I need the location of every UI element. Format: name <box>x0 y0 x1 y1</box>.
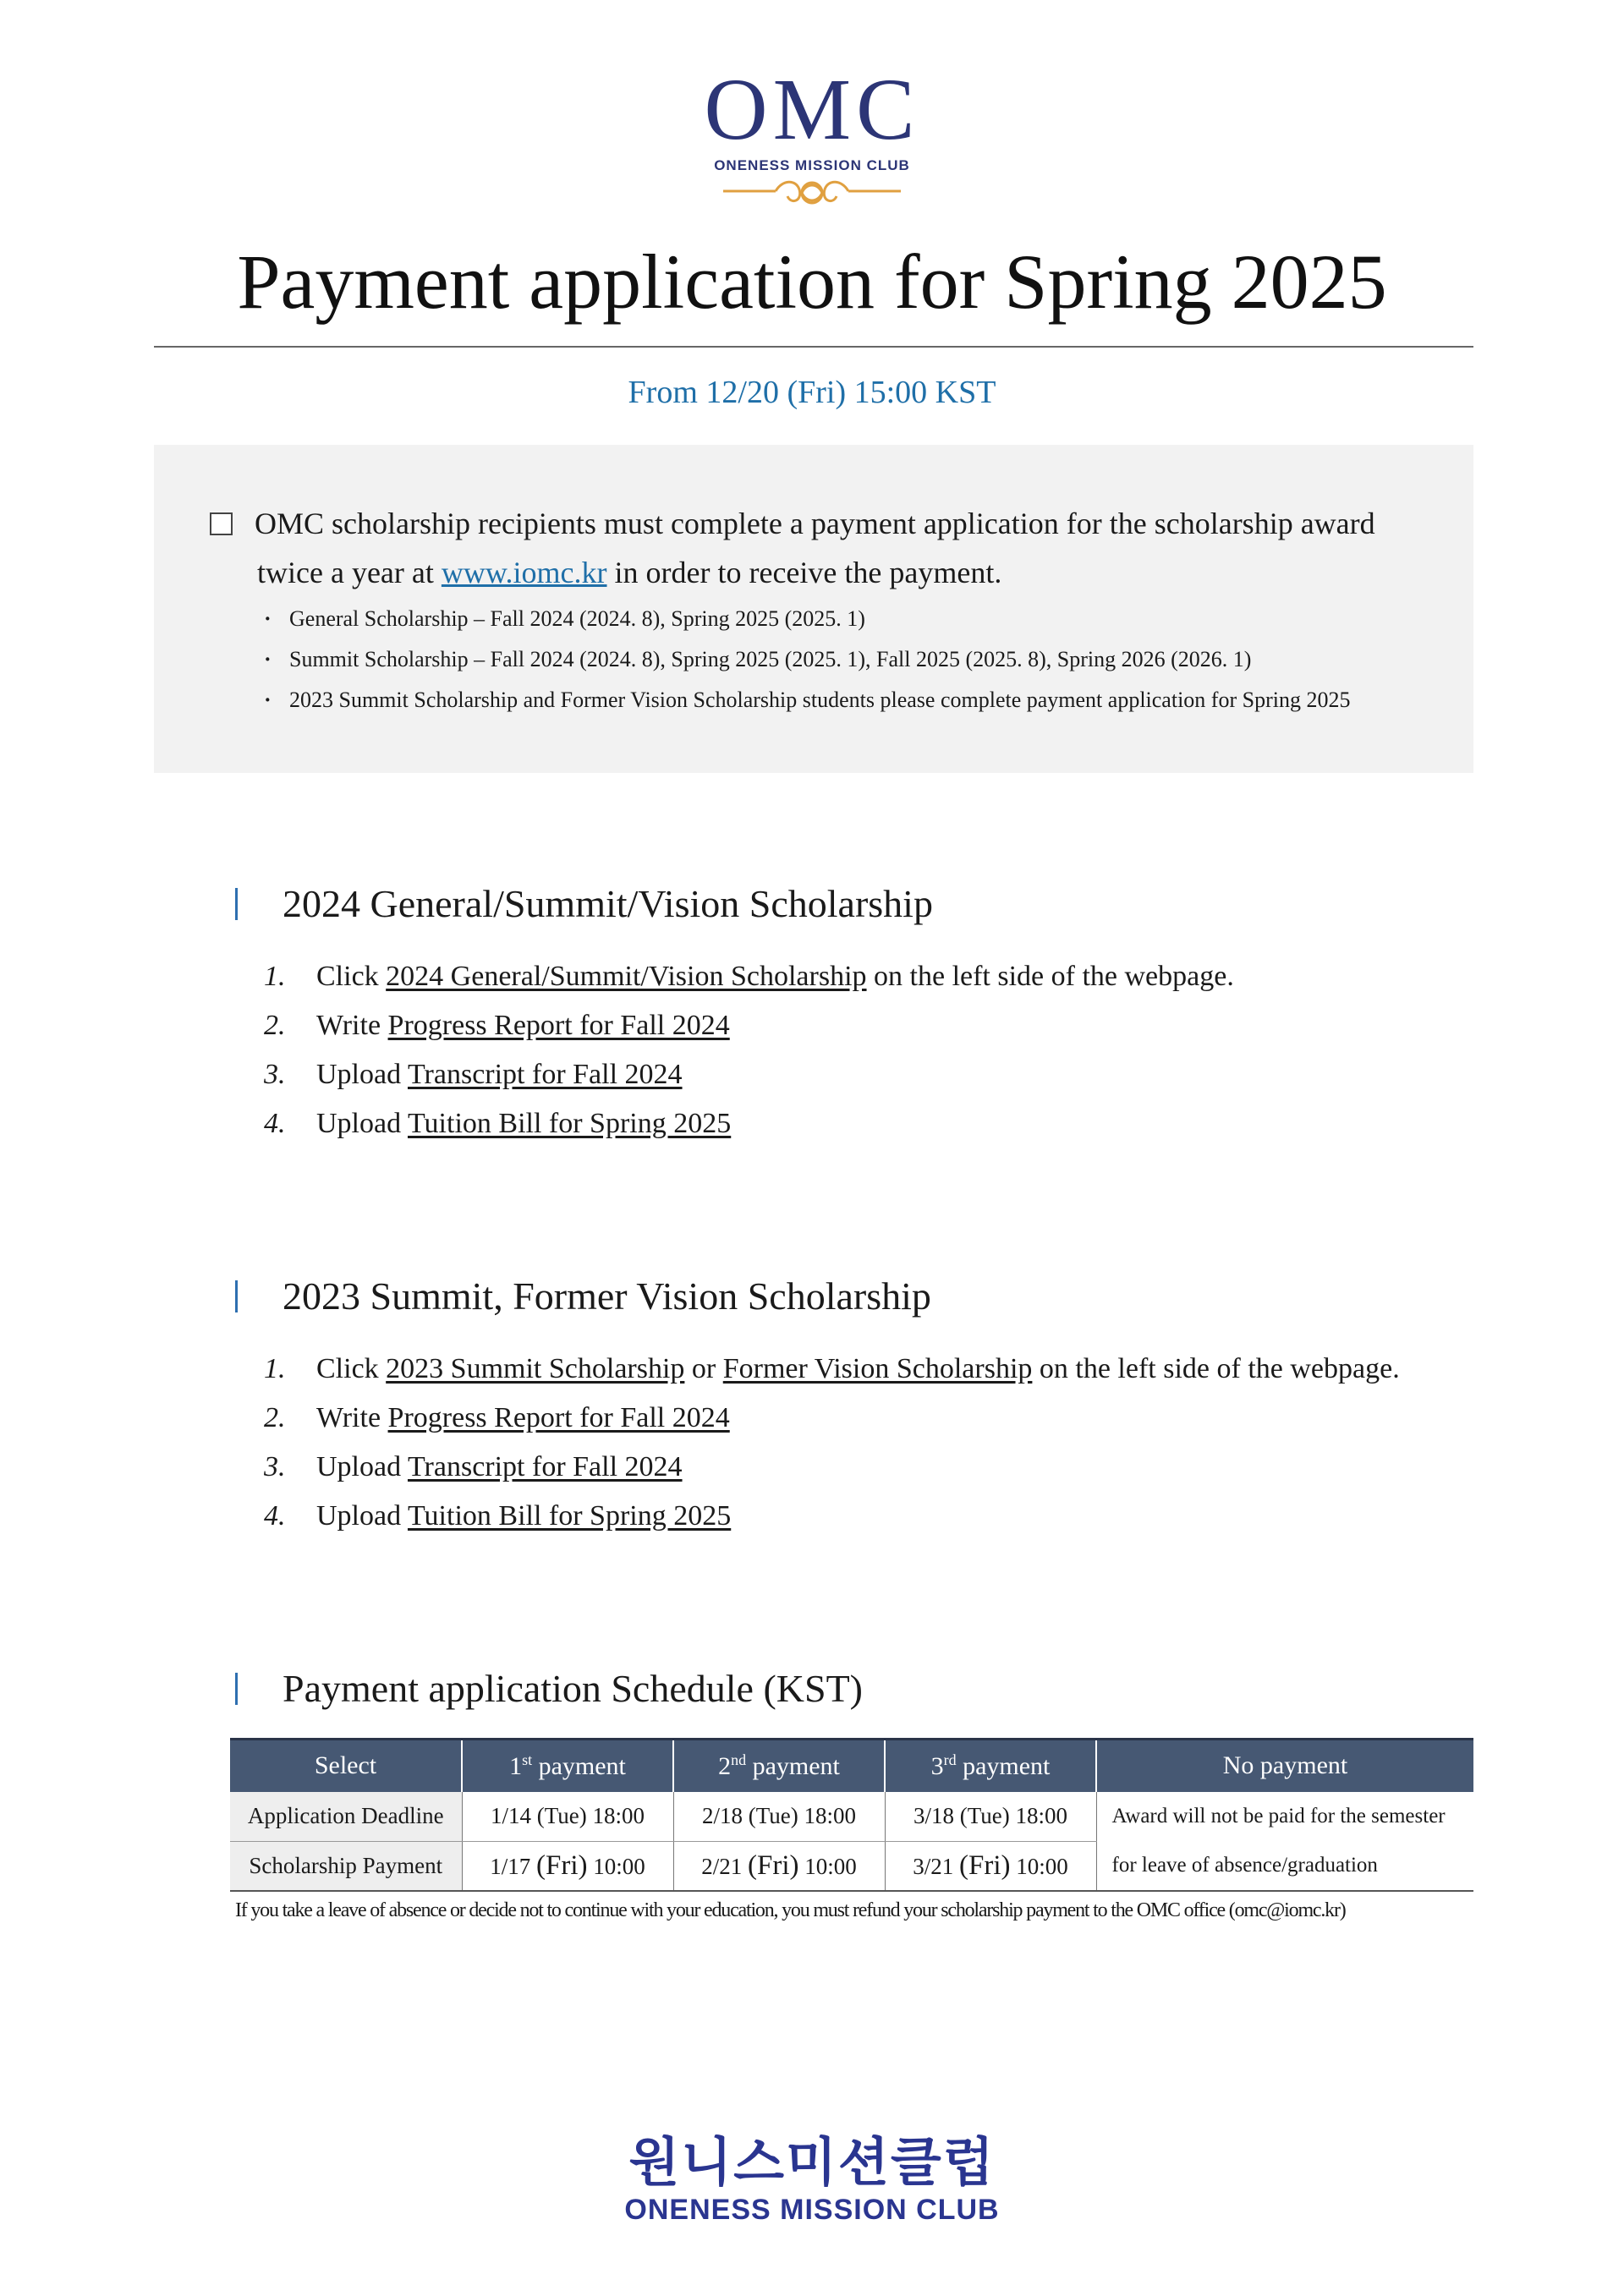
notice-bullets <box>264 599 1350 721</box>
logo-mark: OMC <box>704 61 920 158</box>
header-word: payment <box>538 1751 626 1780</box>
payment-day: (Fri) <box>536 1849 588 1881</box>
step-item <box>264 1050 1234 1099</box>
table-row-deadline <box>230 1792 1473 1842</box>
step-verb: Upload <box>316 1451 402 1482</box>
step-number: 2. <box>264 1010 286 1041</box>
step-verb: Upload <box>316 1108 402 1139</box>
payment-time: 10:00 <box>593 1853 645 1879</box>
logo-subtitle: ONENESS MISSION CLUB <box>714 157 910 173</box>
cell-payment-3 <box>885 1841 1096 1891</box>
cell-no-payment <box>1096 1792 1473 1891</box>
page-title: Payment application for Spring 2025 <box>237 238 1387 325</box>
steps-2024 <box>264 952 1234 1148</box>
step-link[interactable]: 2024 General/Summit/Vision Scholarship <box>386 961 867 992</box>
checkbox-icon <box>210 512 233 535</box>
notice-line-1 <box>210 499 1445 548</box>
step-verb: Upload <box>316 1500 402 1532</box>
table-header-row <box>230 1740 1473 1792</box>
step-link[interactable]: Tuition Bill for Spring 2025 <box>407 1500 732 1532</box>
notice-line-2-before: twice a year at <box>257 556 434 589</box>
bullet-item: · Summit Scholarship – Fall 2024 (2024. 8), Spring 2025 (2025. 1), Fall 2025 (2025. 8), Spring 2026 (2026. 1) <box>264 639 1350 680</box>
step-item <box>264 1492 1400 1541</box>
header-num: 1 <box>509 1751 523 1780</box>
step-number: 4. <box>264 1108 286 1139</box>
step-link[interactable]: Transcript for Fall 2024 <box>407 1059 683 1090</box>
payment-day: (Fri) <box>748 1849 799 1881</box>
step-link[interactable]: Progress Report for Fall 2024 <box>387 1402 730 1433</box>
payment-date: 3/21 <box>913 1853 954 1879</box>
step-item <box>264 1345 1400 1394</box>
payment-time: 10:00 <box>1016 1853 1068 1879</box>
schedule-table <box>230 1738 1473 1892</box>
website-link[interactable]: www.iomc.kr <box>441 556 607 589</box>
header-no-payment: No payment <box>1096 1740 1473 1792</box>
payment-time: 10:00 <box>804 1853 857 1879</box>
notice-line-1-text: OMC scholarship recipients must complete a payment application for the scholarship award <box>255 507 1375 540</box>
refund-footnote: If you take a leave of absence or decide not to continue with your education, you must refund your scholarship payment to the OMC office (omc@iomc.kr) <box>235 1899 1346 1921</box>
step-after: on the left side of the webpage. <box>1039 1353 1400 1384</box>
footer-korean-name: 원니스미션클럽 <box>628 2131 996 2193</box>
step-number: 3. <box>264 1059 286 1090</box>
no-payment-line-2: for leave of absence/graduation <box>1111 1853 1378 1877</box>
cell-deadline-3: 3/18 (Tue) 18:00 <box>885 1792 1096 1842</box>
step-item <box>264 1394 1400 1443</box>
step-verb: Click <box>316 1353 379 1384</box>
step-verb: Write <box>316 1010 381 1041</box>
header-sup: st <box>522 1751 533 1768</box>
step-link[interactable]: Transcript for Fall 2024 <box>407 1451 683 1482</box>
header-sup: rd <box>943 1751 957 1768</box>
step-mid: or <box>691 1353 716 1384</box>
header-word: payment <box>963 1751 1051 1780</box>
header-3rd-payment <box>885 1740 1096 1792</box>
step-verb: Write <box>316 1402 381 1433</box>
step-verb: Upload <box>316 1059 402 1090</box>
step-link[interactable]: 2023 Summit Scholarship <box>386 1353 685 1384</box>
section-bar <box>235 888 238 920</box>
step-number: 2. <box>264 1402 286 1433</box>
cell-payment-1 <box>462 1841 673 1891</box>
bullet-item: · 2023 Summit Scholarship and Former Vision Scholarship students please complete payment application for Spring 2025 <box>264 680 1350 721</box>
step-number: 1. <box>264 961 286 992</box>
section-heading-text: 2023 Summit, Former Vision Scholarship <box>283 1274 931 1318</box>
header-word: payment <box>752 1751 840 1780</box>
step-link[interactable]: Progress Report for Fall 2024 <box>387 1010 730 1041</box>
ornament-icon <box>723 176 901 210</box>
title-divider <box>154 346 1473 348</box>
section-bar <box>235 1280 238 1312</box>
step-item <box>264 952 1234 1001</box>
step-number: 3. <box>264 1451 286 1482</box>
header-num: 2 <box>718 1751 732 1780</box>
step-item <box>264 1443 1400 1492</box>
step-item <box>264 1099 1234 1148</box>
step-link[interactable]: Tuition Bill for Spring 2025 <box>407 1108 732 1139</box>
payment-date: 2/21 <box>701 1853 743 1879</box>
no-payment-line-1: Award will not be paid for the semester <box>1111 1804 1446 1827</box>
section-bar <box>235 1673 238 1705</box>
logo <box>0 61 1624 210</box>
notice-line-2-after: in order to receive the payment. <box>614 556 1002 589</box>
payment-date: 1/17 <box>490 1853 531 1879</box>
header-num: 3 <box>930 1751 944 1780</box>
row-label: Scholarship Payment <box>230 1841 462 1891</box>
notice-text <box>210 499 1445 597</box>
header-2nd-payment <box>673 1740 885 1792</box>
step-link[interactable]: Former Vision Scholarship <box>722 1353 1033 1384</box>
step-item <box>264 1001 1234 1050</box>
header-select: Select <box>230 1740 462 1792</box>
notice-line-2 <box>210 548 1445 597</box>
step-after: on the left side of the webpage. <box>874 961 1234 992</box>
payment-day: (Fri) <box>959 1849 1011 1881</box>
notice-box <box>154 445 1473 773</box>
section-heading-text: Payment application Schedule (KST) <box>283 1667 864 1710</box>
bullet-item: · General Scholarship – Fall 2024 (2024. 8), Spring 2025 (2025. 1) <box>264 599 1350 639</box>
header-1st-payment <box>462 1740 673 1792</box>
cell-deadline-2: 2/18 (Tue) 18:00 <box>673 1792 885 1842</box>
cell-deadline-1: 1/14 (Tue) 18:00 <box>462 1792 673 1842</box>
footer-english-name: ONENESS MISSION CLUB <box>624 2194 1000 2226</box>
section-heading-text: 2024 General/Summit/Vision Scholarship <box>283 882 933 925</box>
step-number: 1. <box>264 1353 286 1384</box>
footer-logo <box>0 2131 1624 2227</box>
date-subtitle: From 12/20 (Fri) 15:00 KST <box>628 375 996 410</box>
cell-payment-2 <box>673 1841 885 1891</box>
step-number: 4. <box>264 1500 286 1532</box>
header-sup: nd <box>731 1751 747 1768</box>
steps-2023 <box>264 1345 1400 1541</box>
step-verb: Click <box>316 961 379 992</box>
row-label: Application Deadline <box>230 1792 462 1842</box>
